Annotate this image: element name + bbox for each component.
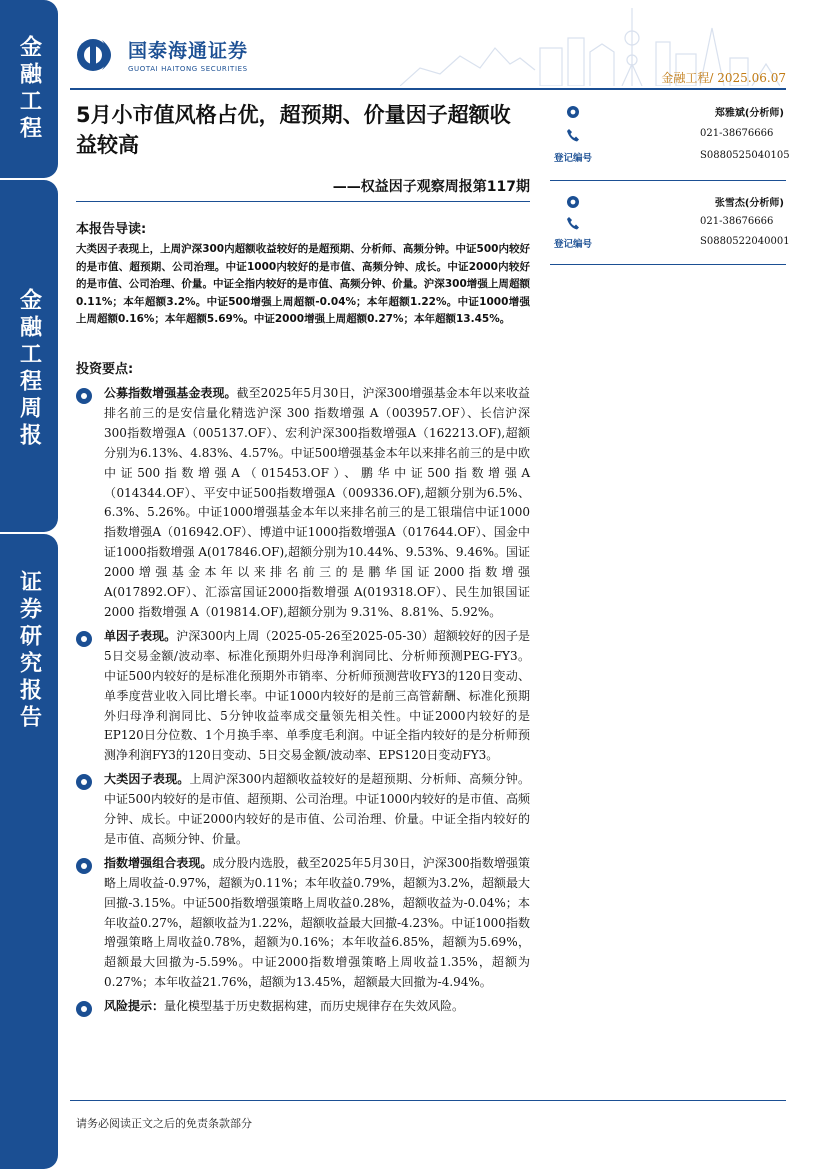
title-divider [76, 201, 530, 202]
disclaimer-note: 请务必阅读正文之后的免责条款部分 [76, 1117, 252, 1130]
analyst-registration: S0880525040105 [700, 150, 790, 161]
company-logo [76, 36, 248, 73]
point-text: 沪深300内上周（2025-05-26至2025-05-30）超额较好的因子是5日交易金额/波动率、标准化预期外归母净利润同比、分析师预测PEG-FY3。中证500内较好的是标准化预期外市销率、分析师预测营收FY3的120日变动、单季度营业收入同比增长率。中证1000内较好的是前三高管薪酬、标准化预期外归母净利润同比、5分钟收益率成交量领先相关性。中证2000内较好的是EP120日分位数、1个月换手率、单季度毛利润。中证全指内较好的是分析师预测净利润FY3的120日变动、5日交易金额/波动率、EPS120日变动FY3。 [104, 628, 530, 763]
analyst-card [550, 104, 790, 194]
analyst-divider [550, 180, 786, 181]
phone-icon [566, 216, 580, 230]
sidebar-tab-report-type: 金融工程周报 [0, 180, 58, 532]
points-heading: 投资要点: [76, 362, 134, 377]
analyst-registration: S0880522040001 [700, 236, 790, 247]
sidebar-tab-report-class: 证券研究报告 [0, 534, 58, 1169]
registration-label: 登记编号 [554, 153, 593, 164]
logo-name-en: GUOTAI HAITONG SECURITIES [128, 65, 248, 73]
analyst-phone: 021-38676666 [700, 128, 774, 139]
point-text: 量化模型基于历史数据构建，而历史规律存在失效风险。 [164, 999, 465, 1014]
summary-text: 大类因子表现上，上周沪深300内超额收益较好的是超预期、分析师、高频分钟。中证500内较好的是市值、超预期、公司治理。中证1000内较好的是市值、高频分钟、成长。中证2000内较好的是市值、公司治理、价量。中证全指内较好的是市值、高频分钟、价量。沪深300增强上周超额0.11%；本年超额3.2%。中证500增强上周超额-0.04%；本年超额1.22%。中证1000增强上周超额0.16%；本年超额5.69%。中证2000增强上周超额0.27%；本年超额13.45%。 [76, 243, 530, 325]
logo-mark-icon [76, 38, 120, 72]
point-lead: 风险提示： [104, 999, 165, 1014]
phone-icon [566, 128, 580, 142]
bullet-icon [75, 1000, 93, 1018]
analyst-divider [550, 264, 786, 265]
list-item [76, 854, 530, 993]
registration-label: 登记编号 [554, 239, 593, 250]
point-text: 成分股内选股，截至2025年5月30日，沪深300指数增强策略上周收益-0.97%，超额为0.11%；本年收益0.79%，超额为3.2%，超额最大回撤-3.15%。中证500指数增强策略上周收益0.28%，超额收益为-0.04%；本年收益0.27%，超额收益为1.22%，超额收益最大回撤-4.23%。中证1000指数增强策略上周收益0.78%，超额为0.16%；本年收益6.85%，超额为5.69%，超额最大回撤为-5.59%。中证2000指数增强策略上周收益1.35%，超额为0.27%；本年收益21.76%，超额为13.45%，超额最大回撤为-4.94%。 [104, 855, 530, 990]
analyst-name: 郑雅斌(分析师) [714, 108, 784, 119]
sidebar-tab-category: 金融工程 [0, 0, 58, 178]
analyst-phone: 021-38676666 [700, 216, 774, 227]
bullet-icon [75, 857, 93, 875]
investment-points [76, 384, 530, 1021]
analyst-name: 张雪杰(分析师) [714, 198, 784, 209]
bullet-icon [75, 387, 93, 405]
bullet-icon [75, 773, 93, 791]
point-lead: 单因子表现。 [104, 628, 177, 643]
list-item [76, 770, 530, 850]
header-category-date: 金融工程/ 2025.06.07 [661, 71, 786, 85]
list-item [76, 384, 530, 623]
point-lead: 大类因子表现。 [104, 772, 190, 787]
analyst-card [550, 194, 790, 284]
summary-heading: 本报告导读: [76, 222, 147, 237]
point-text: 上周沪深300内超额收益较好的是超预期、分析师、高频分钟。中证500内较好的是市值、超预期、公司治理。中证1000内较好的是市值、高频分钟、成长。中证2000内较好的是市值、公司治理、价量。中证全指内较好的是市值、高频分钟、价量。 [104, 772, 530, 846]
email-icon [566, 105, 580, 119]
point-text: 截至2025年5月30日，沪深300增强基金本年以来收益排名前三的是安信量化精选沪深 300 指数增强 A（003957.OF）、长信沪深300指数增强A（005137.OF）、宏利沪深300指数增强A（162213.OF),超额分别为6.13%、4.83%、4.57%。中证500增强基金本年以来排名前三的是中欧中证500指数增强A（015453.OF）、鹏华中证500指数增强A（014344.OF）、平安中证500指数增强A（009336.OF),超额分别为6.5%、6.3%、5.26%。中证1000增强基金本年以来排名前三的是工银瑞信中证1000指数增强A（016942.OF）、博道中证1000指数增强A（017644.OF）、国金中证1000指数增强 A(017846.OF),超额分别为10.44%、9.53%、9.46%。国证2000增强基金本年以来排名前三的是鹏华国证2000指数增强 A(017892.OF）、汇添富国证2000指数增强 A(019318.OF）、民生加银国证 2000 指数增强 A（019814.OF),超额分别为 9.31%、8.81%、5.92%。 [104, 386, 530, 619]
logo-name-cn: 国泰海通证券 [128, 40, 249, 62]
email-icon [566, 195, 580, 209]
analyst-panel [550, 104, 790, 284]
list-item [76, 627, 530, 766]
bullet-icon [75, 630, 93, 648]
list-item [76, 997, 530, 1017]
point-lead: 指数增强组合表现。 [104, 855, 213, 870]
report-title: 5月小市值风格占优，超预期、价量因子超额收益较高 [76, 103, 511, 157]
header-divider [70, 88, 786, 90]
sidebar [0, 0, 58, 1169]
report-subtitle: ——权益因子观察周报第117期 [332, 179, 530, 195]
footer-divider [70, 1100, 786, 1101]
point-lead: 公募指数增强基金表现。 [104, 386, 237, 400]
